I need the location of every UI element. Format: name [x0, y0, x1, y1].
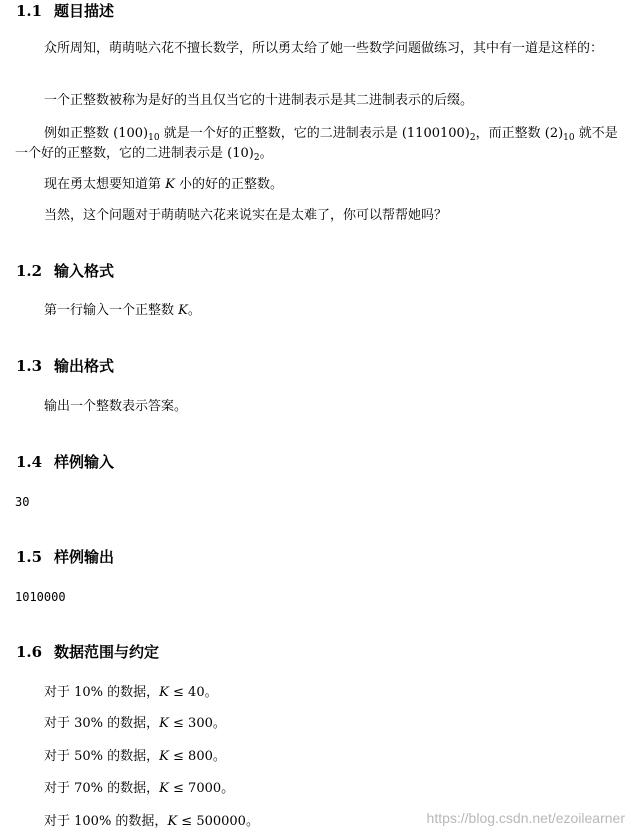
constraint-item: [15, 779, 623, 799]
constraint-item: [15, 747, 623, 767]
subscript: 2: [253, 153, 260, 163]
description-paragraph-1: 众所周知，萌萌哒六花不擅长数学，所以勇太给了她一些数学问题做练习，其中有一道是这样的：: [44, 41, 604, 56]
math-run: (1100100): [401, 126, 470, 141]
text-run: 。: [204, 685, 218, 700]
text-run: 。: [259, 146, 273, 161]
section-number: 1.5: [16, 548, 43, 566]
description-paragraph-2: 一个正整数被称为是好的当且仅当它的十进制表示是其二进制表示的后缀。: [44, 93, 474, 108]
section-title-output-format: [16, 355, 114, 376]
section-heading: 输出格式: [54, 357, 115, 375]
constraint-item: [15, 683, 623, 703]
text-run: 就是一个好的正整数，它的二进制表示是: [159, 126, 402, 141]
section-heading: 样例输入: [54, 453, 115, 471]
text-run: 对于 100% 的数据，: [44, 814, 168, 829]
description-paragraph-3: [15, 124, 623, 164]
subscript: 2: [469, 133, 476, 143]
section-number: 1.3: [16, 357, 43, 375]
sample-input-value: 30: [15, 495, 30, 509]
section-title-sample-output: [16, 546, 114, 567]
text-run: 小的好的正整数。: [174, 177, 283, 192]
text-run: 对于 70% 的数据，: [44, 781, 160, 796]
text-run: ，而正整数: [475, 126, 545, 141]
section-heading: 输入格式: [54, 262, 115, 280]
math-variable: K: [159, 749, 169, 764]
section-heading: 样例输出: [54, 548, 115, 566]
output-format-text: 输出一个整数表示答案。: [44, 399, 188, 414]
math-run: ≤ 500000: [177, 814, 246, 829]
math-variable: K: [167, 814, 178, 829]
math-run: (100): [113, 126, 149, 141]
text-run: 。: [212, 716, 226, 731]
text-run: 。: [245, 814, 259, 829]
text-run: 第一行输入一个正整数: [44, 303, 179, 318]
constraint-item: [15, 714, 623, 734]
section-title-description: [16, 0, 114, 21]
section-heading: 题目描述: [54, 2, 115, 20]
math-run: (2): [544, 126, 564, 141]
math-run: ≤ 7000: [168, 781, 222, 796]
text-run: 。: [187, 303, 201, 318]
text-run: 对于 10% 的数据，: [44, 685, 160, 700]
section-heading: 数据范围与约定: [54, 643, 160, 661]
subscript: 10: [563, 133, 575, 143]
subscript: 10: [148, 133, 160, 143]
sample-output-value: 1010000: [15, 590, 66, 604]
math-variable: K: [159, 685, 169, 700]
math-variable: K: [159, 781, 169, 796]
section-title-input-format: [16, 260, 114, 281]
section-number: 1.4: [16, 453, 43, 471]
text-run: 对于 50% 的数据，: [44, 749, 160, 764]
math-variable: K: [178, 303, 188, 318]
section-number: 1.6: [16, 643, 43, 661]
description-paragraph-4: [15, 175, 623, 195]
text-run: 对于 30% 的数据，: [44, 716, 160, 731]
input-format-text: [15, 301, 623, 321]
text-run: 。: [212, 749, 226, 764]
math-run: ≤ 800: [168, 749, 213, 764]
description-paragraph-5: 当然，这个问题对于萌萌哒六花来说实在是太难了，你可以帮帮她吗？: [44, 208, 448, 223]
section-number: 1.1: [16, 2, 43, 20]
math-variable: K: [165, 177, 175, 192]
text-run: 就不是一个好的正整数，它的二进制表示是: [15, 126, 618, 161]
section-title-sample-input: [16, 451, 114, 472]
math-run: (10): [227, 146, 254, 161]
text-run: 。: [221, 781, 235, 796]
text-run: 现在勇太想要知道第: [44, 177, 166, 192]
math-run: ≤ 300: [168, 716, 213, 731]
section-number: 1.2: [16, 262, 43, 280]
math-run: ≤ 40: [168, 685, 205, 700]
section-title-constraints: [16, 641, 159, 662]
watermark-url: https://blog.csdn.net/ezoilearner: [426, 810, 625, 826]
math-variable: K: [159, 716, 169, 731]
text-run: 例如正整数: [44, 126, 114, 141]
